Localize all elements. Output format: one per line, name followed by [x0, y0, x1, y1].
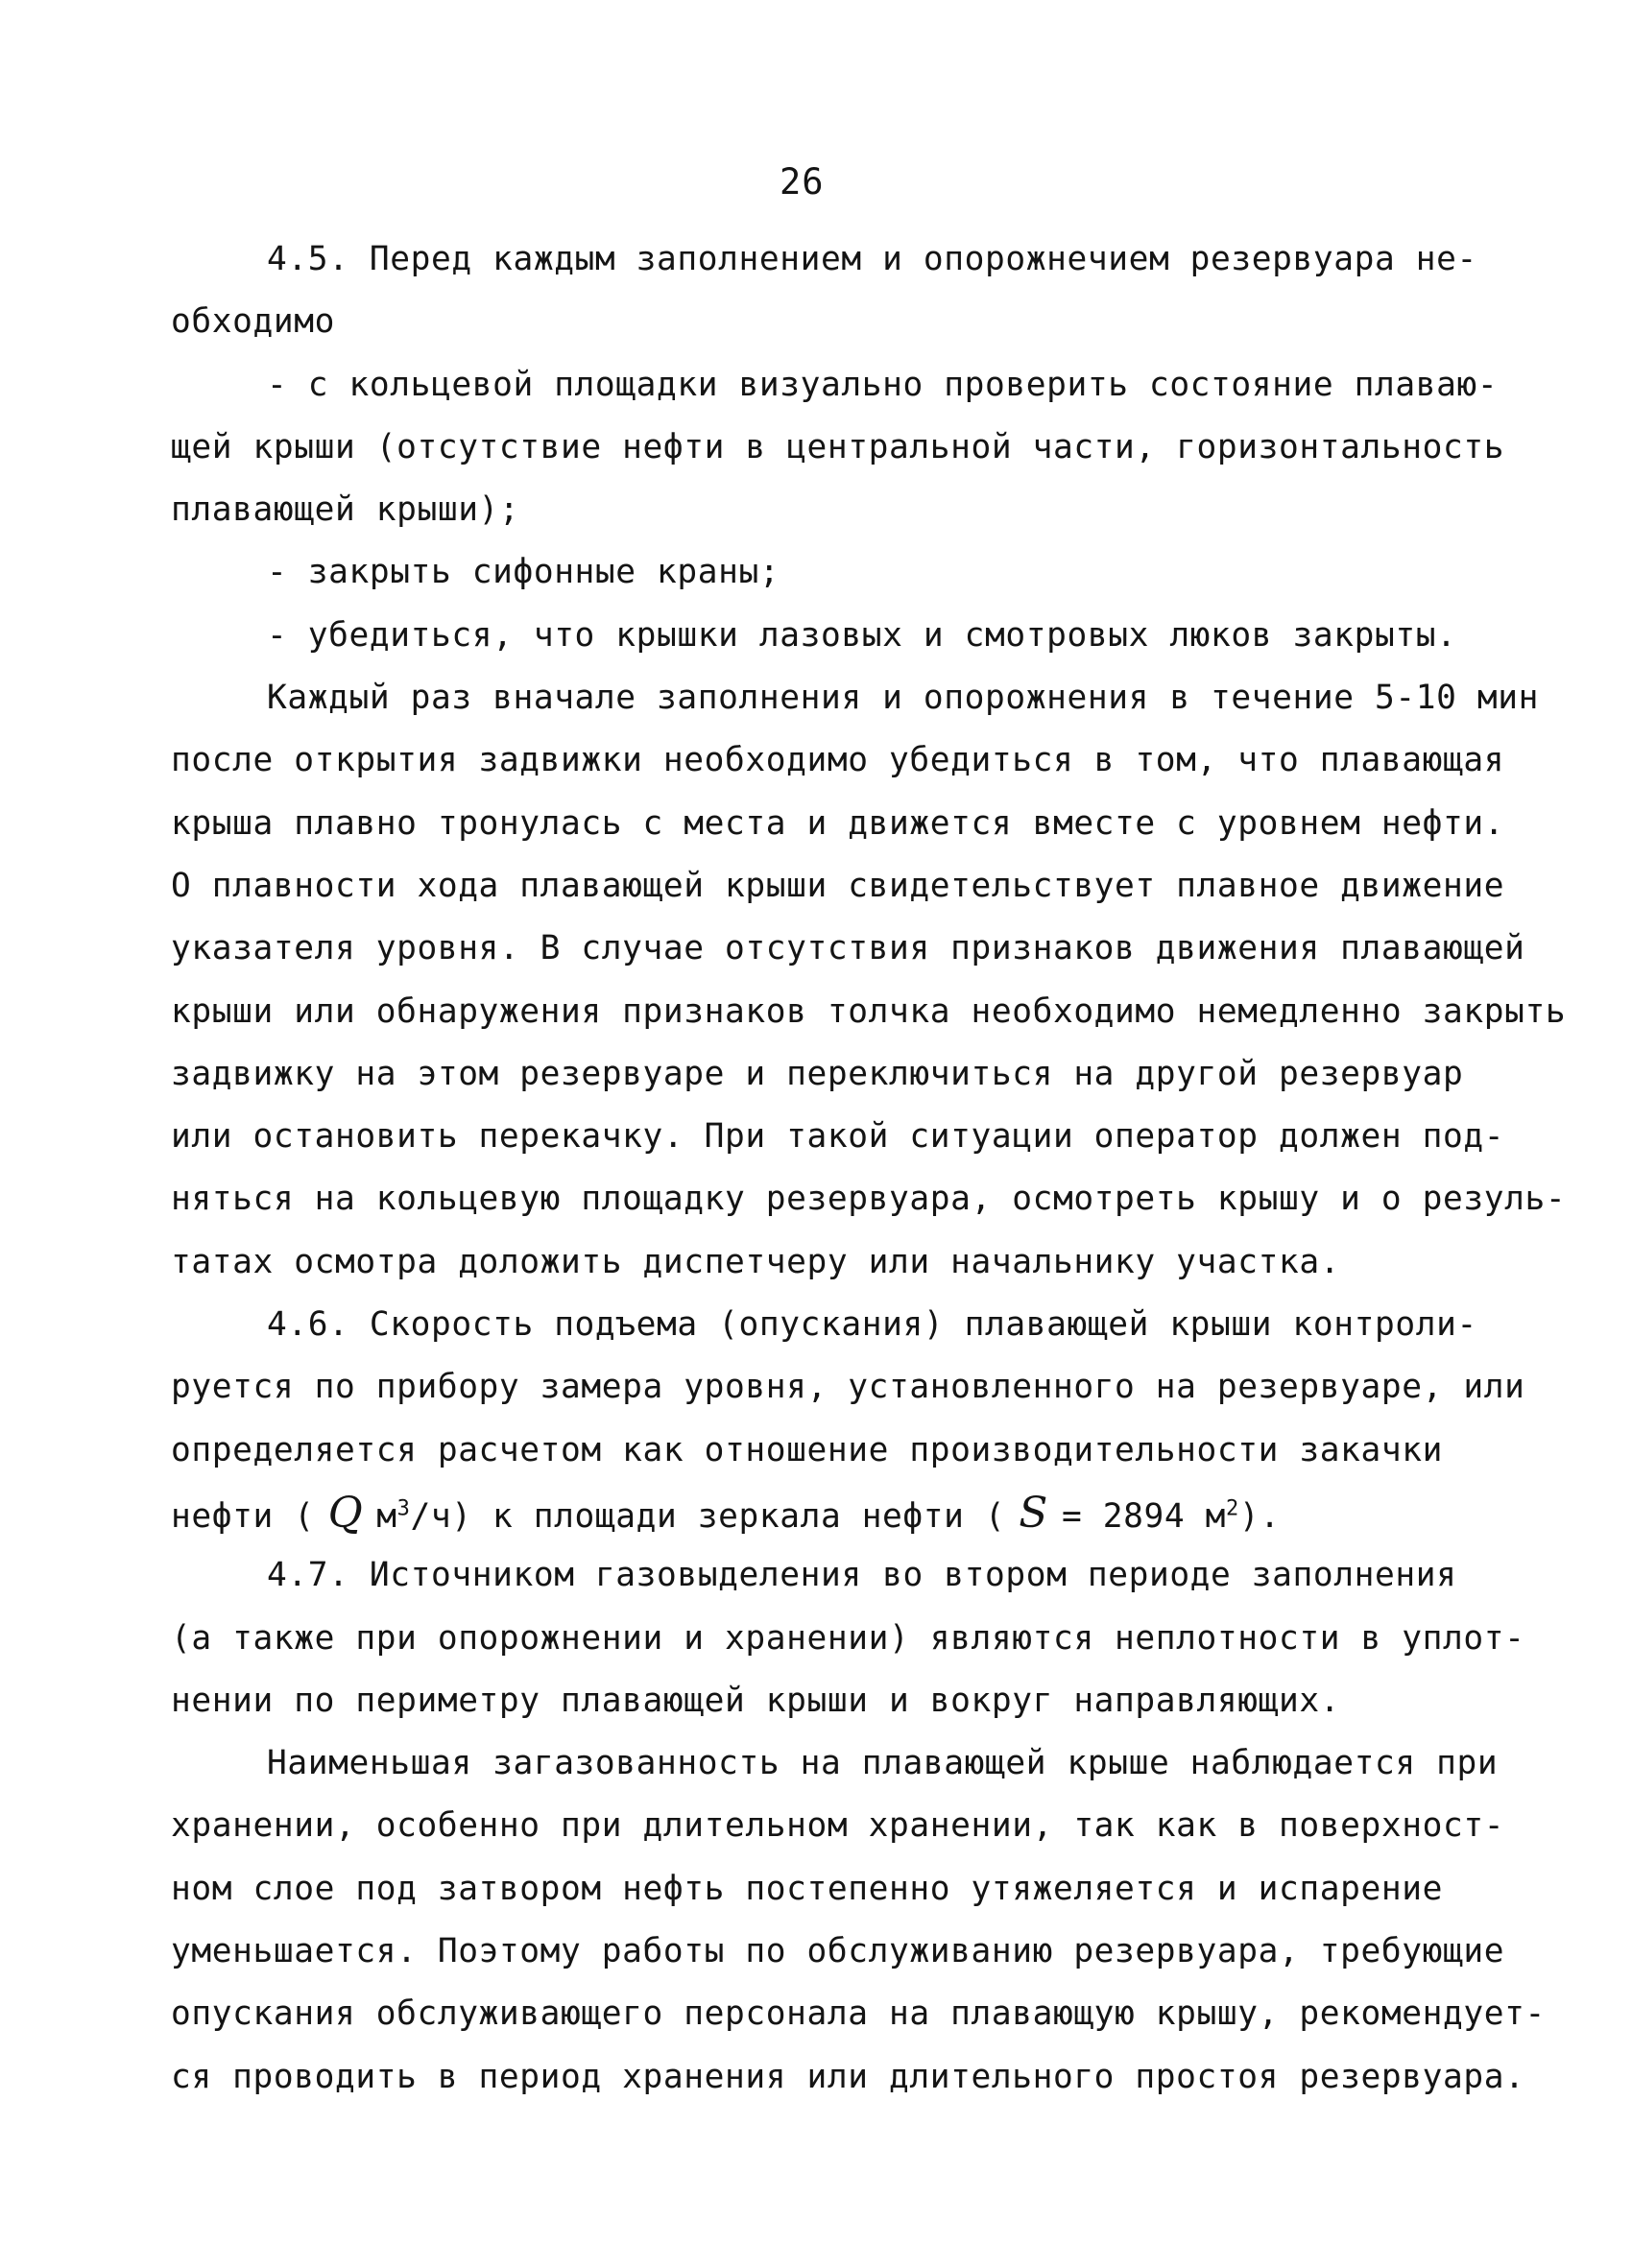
flow-rate-symbol: Q	[327, 1488, 364, 1538]
formula-line	[171, 1482, 1476, 1544]
text-line: татах осмотра доложить диспетчеру или начальнику участка.	[171, 1242, 1341, 1281]
text-line: опускания обслуживающего персонала на плавающую крышу, рекомендует-	[171, 1994, 1546, 2034]
formula-text: ).	[1238, 1496, 1281, 1536]
text-line: О плавности хода плавающей крыши свидетельствует плавное движение	[171, 866, 1505, 905]
text-line: определяется расчетом как отношение производительности закачки	[171, 1430, 1443, 1469]
text-line: уменьшается. Поэтому работы по обслуживанию резервуара, требующие	[171, 1932, 1505, 1971]
unit-exponent: 3	[396, 1496, 411, 1521]
area-value: = 2894 м	[1062, 1496, 1227, 1536]
paragraph-line: Наименьшая загазованность на плавающей крыше наблюдается при	[267, 1744, 1499, 1783]
text-line: крыша плавно тронулась с места и движется вместе с уровнем нефти.	[171, 803, 1505, 843]
formula-text: нефти (	[171, 1496, 315, 1536]
text-line: обходимо	[171, 302, 335, 342]
unit-text: м	[376, 1496, 397, 1536]
text-line: крыши или обнаружения признаков толчка необходимо немедленно закрыть	[171, 991, 1567, 1031]
list-item-line: - закрыть сифонные краны;	[267, 553, 780, 592]
text-line: щей крыши (отсутствие нефти в центральной части, горизонтальность	[171, 427, 1505, 466]
text-line: или остановить перекачку. При такой ситуации оператор должен под-	[171, 1117, 1505, 1157]
text-line: (а также при опорожнении и хранении) являются неплотности в уплот-	[171, 1618, 1525, 1658]
text-line: няться на кольцевую площадку резервуара, осмотреть крышу и о резуль-	[171, 1180, 1567, 1219]
text-line: указателя уровня. В случае отсутствия признаков движения плавающей	[171, 929, 1525, 968]
paragraph-4-5-line: 4.5. Перед каждым заполнением и опорожнечием резервуара не-	[267, 240, 1477, 278]
paragraph-4-7-line: 4.7. Источником газовыделения во втором периоде заполнения	[267, 1556, 1457, 1595]
text-line: после открытия задвижки необходимо убедиться в том, что плавающая	[171, 741, 1505, 780]
area-exponent: 2	[1226, 1496, 1239, 1521]
list-item-line: - с кольцевой площадки визуально проверить состояние плаваю-	[267, 365, 1499, 404]
list-item-line: - убедиться, что крышки лазовых и смотровых люков закрыты.	[267, 615, 1457, 655]
text-line: нении по периметру плавающей крыши и вокруг направляющих.	[171, 1681, 1341, 1720]
formula-text: /ч) к площади зеркала нефти (	[410, 1496, 1006, 1536]
paragraph-line: Каждый раз вначале заполнения и опорожнения в течение 5-10 мин	[267, 679, 1539, 718]
page-number: 26	[780, 161, 825, 203]
text-line: ся проводить в период хранения или длительного простоя резервуара.	[171, 2057, 1525, 2096]
text-line: плавающей крыши);	[171, 490, 520, 530]
text-line: ном слое под затвором нефть постепенно утяжеляется и испарение	[171, 1869, 1443, 1908]
text-line: хранении, особенно при длительном хранении, так как в поверхност-	[171, 1806, 1505, 1846]
text-line: задвижку на этом резервуаре и переключиться на другой резервуар	[171, 1054, 1464, 1093]
area-symbol: S	[1019, 1488, 1049, 1538]
paragraph-4-6-line: 4.6. Скорость подъема (опускания) плавающей крыши контроли-	[267, 1305, 1477, 1345]
document-body	[171, 228, 1567, 2109]
text-line: руется по прибору замера уровня, установленного на резервуаре, или	[171, 1368, 1525, 1407]
